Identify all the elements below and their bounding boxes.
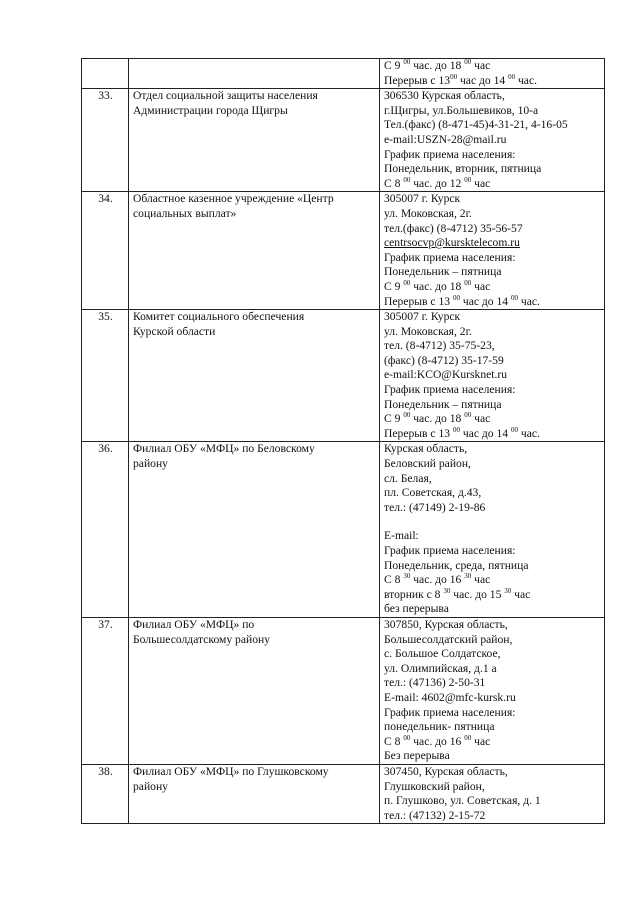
organization-name-line: Курской области bbox=[133, 324, 216, 338]
contact-text: E-mail: bbox=[384, 529, 419, 543]
contact-text: Беловский район, bbox=[384, 457, 471, 471]
contact-text: Большесолдатский район, bbox=[384, 632, 513, 646]
contact-text: E-mail: 4602@mfc-kursk.ru bbox=[384, 690, 516, 704]
contact-text: График приема населения: bbox=[384, 383, 516, 397]
contact-line bbox=[384, 236, 601, 251]
contact-text: час bbox=[511, 587, 531, 601]
organization-name bbox=[129, 192, 380, 310]
contact-info bbox=[380, 442, 605, 618]
contact-text: Курская область, bbox=[384, 442, 468, 456]
row-number bbox=[82, 59, 129, 89]
contact-info bbox=[380, 192, 605, 310]
time-superscript: 00 bbox=[403, 175, 411, 184]
contact-text: e-mail:USZN-28@mail.ru bbox=[384, 132, 507, 146]
row-number: 38. bbox=[82, 764, 129, 823]
contact-line bbox=[384, 104, 601, 119]
contact-line bbox=[384, 251, 601, 266]
time-superscript: 00 bbox=[510, 425, 518, 434]
table-row bbox=[82, 310, 605, 442]
contact-text: Понедельник – пятница bbox=[384, 397, 502, 411]
contact-line bbox=[384, 706, 601, 721]
contact-line bbox=[384, 59, 601, 74]
contact-line bbox=[384, 192, 601, 207]
contact-line bbox=[384, 368, 601, 383]
contact-info bbox=[380, 89, 605, 192]
contact-line bbox=[384, 310, 601, 325]
contact-line bbox=[384, 676, 601, 691]
contact-line bbox=[384, 735, 601, 750]
contact-text: час до 14 bbox=[459, 294, 511, 308]
contact-line bbox=[384, 647, 601, 662]
contact-line bbox=[384, 544, 601, 559]
row-number: 36. bbox=[82, 442, 129, 618]
contacts-table bbox=[81, 58, 605, 824]
time-superscript: 00 bbox=[403, 411, 411, 420]
organization-name bbox=[129, 617, 380, 764]
time-superscript: 00 bbox=[450, 72, 458, 81]
time-superscript: 30 bbox=[403, 572, 411, 581]
contact-line bbox=[384, 177, 601, 192]
contact-line bbox=[384, 486, 601, 501]
contact-line bbox=[384, 295, 601, 310]
contact-line bbox=[384, 339, 601, 354]
contact-text: час. bbox=[517, 426, 540, 440]
organization-name-line: району bbox=[133, 457, 168, 471]
contact-line bbox=[384, 89, 601, 104]
organization-name-line: Филиал ОБУ «МФЦ» по bbox=[133, 617, 255, 631]
time-superscript: 30 bbox=[504, 586, 512, 595]
contact-line bbox=[384, 412, 601, 427]
contact-line bbox=[384, 398, 601, 413]
table-row bbox=[82, 617, 605, 764]
contact-line bbox=[384, 74, 601, 89]
contact-text: График приема населения: bbox=[384, 705, 516, 719]
contact-text: час. до 16 bbox=[410, 734, 465, 748]
contact-text: час до 14 bbox=[459, 426, 511, 440]
table-row bbox=[82, 442, 605, 618]
table-row bbox=[82, 89, 605, 192]
contact-line bbox=[384, 559, 601, 574]
contact-text: Глушковский район, bbox=[384, 779, 485, 793]
contact-text: с. Большое Солдатское, bbox=[384, 647, 501, 661]
contact-text: час bbox=[471, 412, 491, 426]
contact-text: 305007 г. Курск bbox=[384, 192, 461, 206]
contact-text: п. Глушково, ул. Советская, д. 1 bbox=[384, 794, 541, 808]
organization-name bbox=[129, 442, 380, 618]
contact-text: час до 14 bbox=[457, 73, 509, 87]
time-superscript: 00 bbox=[403, 733, 411, 742]
organization-name-line: Отдел социальной защиты населения bbox=[133, 89, 318, 103]
contact-text: С 9 bbox=[384, 412, 404, 426]
row-number: 37. bbox=[82, 617, 129, 764]
time-superscript: 00 bbox=[464, 58, 472, 66]
contact-line bbox=[384, 162, 601, 177]
time-superscript: 00 bbox=[403, 58, 411, 66]
contact-line bbox=[384, 720, 601, 735]
contact-text: г.Щигры, ул.Большевиков, 10-а bbox=[384, 103, 539, 117]
time-superscript: 00 bbox=[452, 293, 460, 302]
contact-text: тел.: (47132) 2-15-72 bbox=[384, 808, 486, 822]
contact-line bbox=[384, 765, 601, 780]
contact-text: час bbox=[471, 59, 491, 72]
contact-text: Без перерыва bbox=[384, 749, 450, 763]
contact-line bbox=[384, 633, 601, 648]
organization-name bbox=[129, 310, 380, 442]
contact-info bbox=[380, 617, 605, 764]
table-row bbox=[82, 764, 605, 823]
contact-text: Понедельник, среда, пятница bbox=[384, 558, 529, 572]
contact-text: График приема населения: bbox=[384, 250, 516, 264]
organization-name-line: Областное казенное учреждение «Центр bbox=[133, 192, 334, 206]
contact-info bbox=[380, 59, 605, 89]
contact-text: Перерыв с 13 bbox=[384, 426, 453, 440]
contact-text: ул. Моковская, 2г. bbox=[384, 206, 472, 220]
time-superscript: 30 bbox=[464, 572, 472, 581]
contact-text: График приема населения: bbox=[384, 147, 516, 161]
contact-text: час. до 16 bbox=[410, 573, 465, 587]
organization-name-line: Большесолдатскому району bbox=[133, 632, 271, 646]
contact-line bbox=[384, 780, 601, 795]
contact-text: час bbox=[471, 176, 491, 190]
contact-line bbox=[384, 662, 601, 677]
contact-text: Тел.(факс) (8-471-45)4-31-21, 4-16-05 bbox=[384, 118, 568, 132]
row-number: 33. bbox=[82, 89, 129, 192]
contact-text: час. до 12 bbox=[410, 176, 465, 190]
contact-text: час. bbox=[515, 73, 537, 87]
contact-text: час bbox=[471, 573, 491, 587]
contact-line bbox=[384, 588, 601, 603]
organization-name-line: Филиал ОБУ «МФЦ» по Беловскому bbox=[133, 442, 315, 456]
time-superscript: 00 bbox=[452, 425, 460, 434]
contact-line bbox=[384, 222, 601, 237]
contact-text: Понедельник – пятница bbox=[384, 265, 502, 279]
table-row bbox=[82, 192, 605, 310]
contact-line bbox=[384, 457, 601, 472]
contact-text: С 8 bbox=[384, 176, 404, 190]
contact-line bbox=[384, 148, 601, 163]
time-superscript: 00 bbox=[510, 293, 518, 302]
contact-info bbox=[380, 764, 605, 823]
contact-line bbox=[384, 427, 601, 442]
contact-text: понедельник- пятница bbox=[384, 720, 495, 734]
contact-line bbox=[384, 354, 601, 369]
time-superscript: 00 bbox=[464, 175, 472, 184]
contact-line bbox=[384, 325, 601, 340]
contact-text: час. до 18 bbox=[410, 412, 465, 426]
contact-info bbox=[380, 310, 605, 442]
contact-text: 306530 Курская область, bbox=[384, 89, 505, 103]
contact-text: С 9 bbox=[384, 279, 404, 293]
contact-line bbox=[384, 207, 601, 222]
contact-text: С 8 bbox=[384, 734, 404, 748]
contact-text: пл. Советская, д.43, bbox=[384, 486, 482, 500]
contact-text: час. до 18 bbox=[410, 279, 465, 293]
contact-text: вторник с 8 bbox=[384, 587, 444, 601]
row-number: 35. bbox=[82, 310, 129, 442]
organization-name-line: району bbox=[133, 779, 168, 793]
contact-text: С 8 bbox=[384, 573, 404, 587]
contact-line bbox=[384, 383, 601, 398]
contact-text: сл. Белая, bbox=[384, 471, 432, 485]
organization-name-line: Комитет социального обеспечения bbox=[133, 310, 305, 324]
table-body bbox=[82, 59, 605, 824]
contact-text: час. до 18 bbox=[410, 59, 465, 72]
contact-text: 307450, Курская область, bbox=[384, 764, 508, 778]
time-superscript: 30 bbox=[443, 586, 451, 595]
contact-line bbox=[384, 133, 601, 148]
contact-line bbox=[384, 749, 601, 764]
contact-line bbox=[384, 809, 601, 824]
contact-text: 307850, Курская область, bbox=[384, 617, 508, 631]
contact-line bbox=[384, 280, 601, 295]
contact-text: e-mail:KCO@Kursknet.ru bbox=[384, 368, 508, 382]
contact-text: без перерыва bbox=[384, 602, 449, 616]
contact-text: ул. Моковская, 2г. bbox=[384, 324, 472, 338]
contact-text: Понедельник, вторник, пятница bbox=[384, 162, 542, 176]
contact-text: час bbox=[471, 734, 491, 748]
contact-text: тел. (8-4712) 35-75-23, bbox=[384, 339, 495, 353]
contact-text: Перерыв с 13 bbox=[384, 294, 453, 308]
organization-name bbox=[129, 89, 380, 192]
contact-text: С 9 bbox=[384, 59, 404, 72]
contact-line bbox=[384, 618, 601, 633]
contact-text: тел.: (47136) 2-50-31 bbox=[384, 676, 486, 690]
contact-line bbox=[384, 602, 601, 617]
contact-text: тел.(факс) (8-4712) 35-56-57 bbox=[384, 221, 523, 235]
time-superscript: 00 bbox=[464, 278, 472, 287]
contact-text: 305007 г. Курск bbox=[384, 310, 461, 324]
contact-line bbox=[384, 472, 601, 487]
contact-line bbox=[384, 118, 601, 133]
time-superscript: 00 bbox=[508, 72, 516, 81]
time-superscript: 00 bbox=[464, 733, 472, 742]
contact-text: ул. Олимпийская, д.1 а bbox=[384, 661, 497, 675]
contact-text: час. до 15 bbox=[450, 587, 505, 601]
contact-line bbox=[384, 691, 601, 706]
organization-name bbox=[129, 59, 380, 89]
contact-line bbox=[384, 442, 601, 457]
table-row bbox=[82, 59, 605, 89]
contact-text: час bbox=[471, 279, 491, 293]
contact-text: час. bbox=[517, 294, 540, 308]
contact-text: тел.: (47149) 2-19-86 bbox=[384, 500, 486, 514]
row-number: 34. bbox=[82, 192, 129, 310]
organization-name bbox=[129, 764, 380, 823]
organization-name-line: социальных выплат» bbox=[133, 206, 237, 220]
contact-line bbox=[384, 529, 601, 544]
time-superscript: 00 bbox=[403, 278, 411, 287]
organization-name-line: Администрации города Щигры bbox=[133, 103, 288, 117]
contact-text: centrsocvp@kursktelecom.ru bbox=[384, 236, 520, 250]
contact-text: График приема населения: bbox=[384, 544, 516, 557]
contact-line bbox=[384, 265, 601, 280]
time-superscript: 00 bbox=[464, 411, 472, 420]
contact-line bbox=[384, 794, 601, 809]
organization-name-line: Филиал ОБУ «МФЦ» по Глушковскому bbox=[133, 764, 329, 778]
contact-line bbox=[384, 573, 601, 588]
contact-text: (факс) (8-4712) 35-17-59 bbox=[384, 353, 504, 367]
contact-line bbox=[384, 515, 601, 529]
contact-line bbox=[384, 501, 601, 516]
contact-text: Перерыв с 13 bbox=[384, 73, 451, 87]
